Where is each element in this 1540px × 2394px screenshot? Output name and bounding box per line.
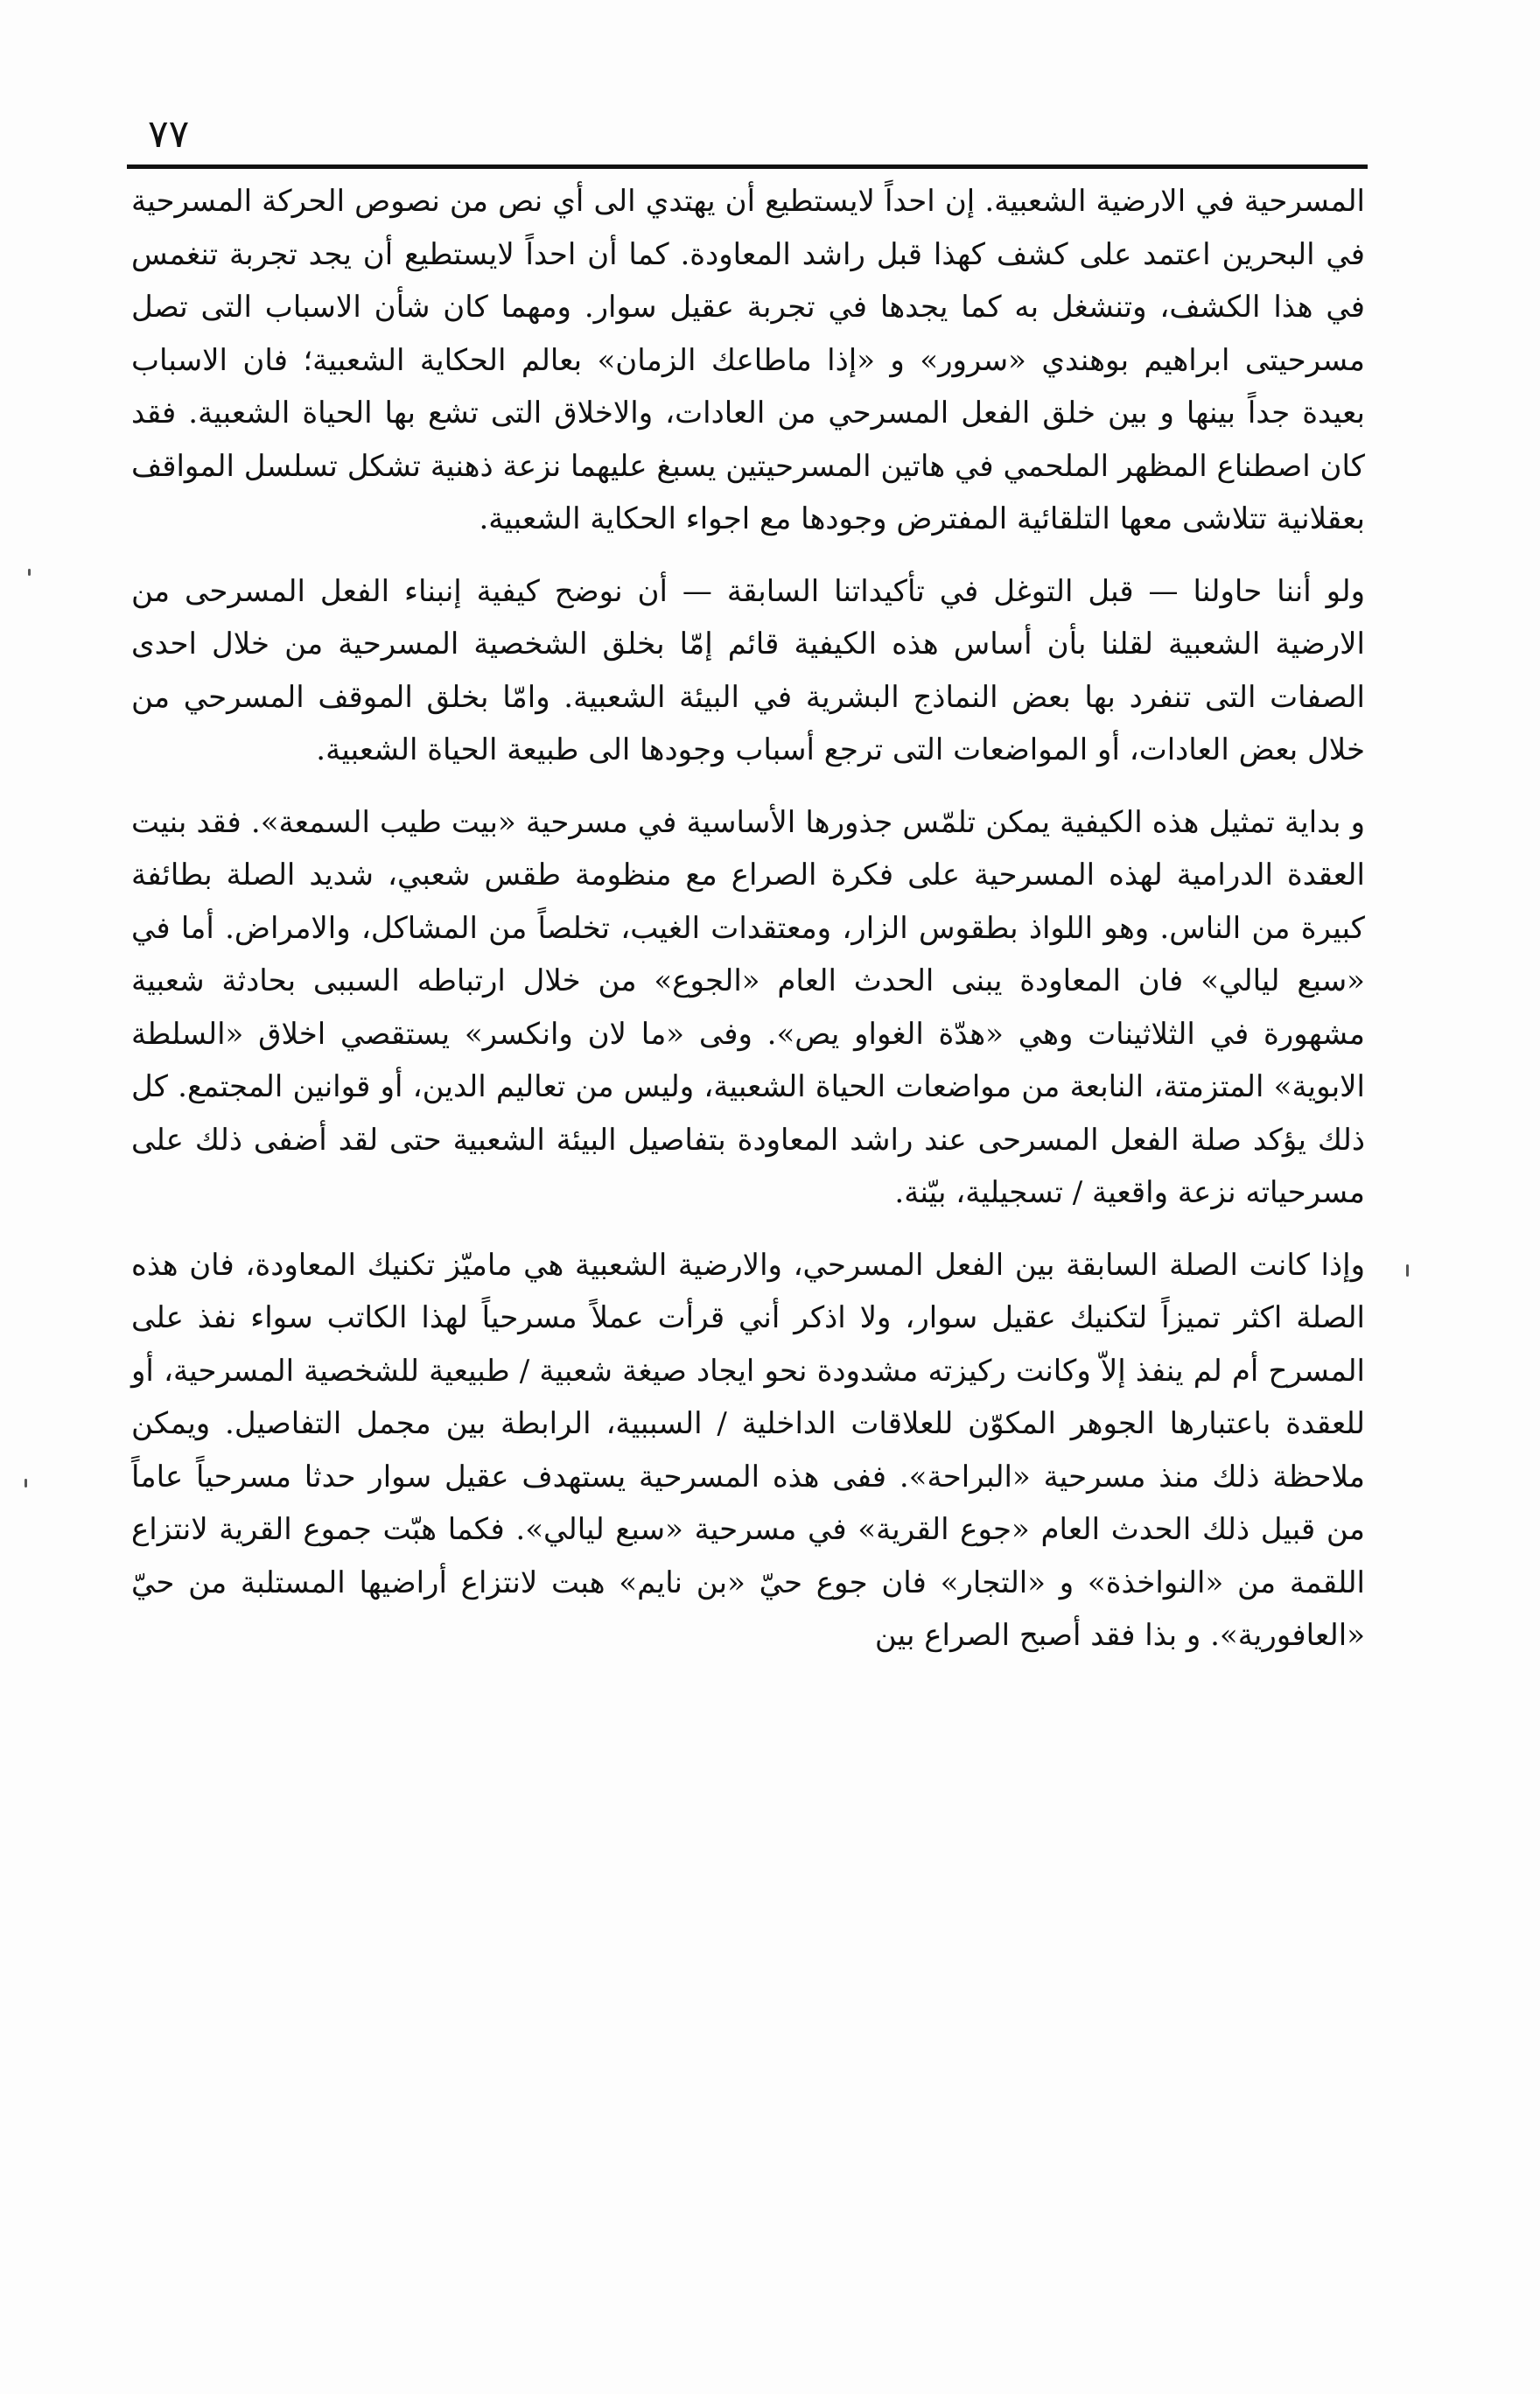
page-number: ٧٧ xyxy=(148,112,190,157)
paragraph-2: ولو أننا حاولنا — قبل التوغل في تأكيداتنا السابقة — أن نوضح كيفية إنبناء الفعل المسرحى من الارضية الشعبية لقلنا بأن أساس هذه الكيفية قائم إمّا بخلق الشخصية المسرحية من خلال احدى الصفات التى تنفرد بها بعض النماذج البشرية في البيئة الشعبية. وامّا بخلق الموقف المسرحي من خلال بعض العادات، أو المواضعات التى ترجع أسباب وجودها الى طبيعة الحياة الشعبية. xyxy=(131,573,1365,767)
scan-speck xyxy=(24,1479,27,1488)
paragraph-4: وإذا كانت الصلة السابقة بين الفعل المسرحي، والارضية الشعبية هي ماميّز تكنيك المعاودة، فان هذه الصلة اكثر تميزاً لتكنيك عقيل سوار، ولا اذكر أني قرأت عملاً مسرحياً لهذا الكاتب سواء نفذ على المسرح أم لم ينفذ إلاّ وكانت ركيزته مشدودة نحو ايجاد صيغة شعبية / طبيعية للشخصية المسرحية، أو للعقدة باعتبارها الجوهر المكوّن للعلاقات الداخلية / السببية، الرابطة بين مجمل التفاصيل. ويمكن ملاحظة ذلك منذ مسرحية «البراحة». ففى هذه المسرحية يستهدف عقيل سوار حدثا مسرحياً عاماً من قبيل ذلك الحدث العام «جوع القرية» في مسرحية «سبع ليالي». فكما هبّت جموع القرية لانتزاع اللقمة من «النواخذة» و «التجار» فان جوع حيّ «بن نايم» هبت لانتزاع أراضيها المستلبة من حيّ «العافورية». و بذا فقد أصبح الصراع بين xyxy=(131,1247,1365,1653)
page-header xyxy=(127,103,1368,173)
scan-speck xyxy=(28,569,31,576)
paragraph-3: و بداية تمثيل هذه الكيفية يمكن تلمّس جذورها الأساسية في مسرحية «بيت طيب السمعة». فقد بنيت العقدة الدرامية لهذه المسرحية على فكرة الصراع مع منظومة طقس شعبي، شديد الصلة بطائفة كبيرة من الناس. وهو اللواذ بطقوس الزار، ومعتقدات الغيب، تخلصاً من المشاكل، والامراض. أما في «سبع ليالي» فان المعاودة يبنى الحدث العام «الجوع» من خلال ارتباطه السببى بحادثة شعبية مشهورة في الثلاثينات وهي «هدّة الغواو يص». وفى «ما لان وانكسر» يستقصي اخلاق «السلطة الابوية» المتزمتة، النابعة من مواضعات الحياة الشعبية، وليس من تعاليم الدين، أو قوانين المجتمع. كل ذلك يؤكد صلة الفعل المسرحى عند راشد المعاودة بتفاصيل البيئة الشعبية حتى لقد أضفى ذلك على مسرحياته نزعة واقعية / تسجيلية، بيّنة. xyxy=(131,804,1365,1210)
body-text xyxy=(131,175,1365,1682)
scan-speck xyxy=(1406,1264,1409,1277)
header-rule xyxy=(127,164,1368,169)
paragraph-1: المسرحية في الارضية الشعبية. إن احداً لايستطيع أن يهتدي الى أي نص من نصوص الحركة المسرحية في البحرين اعتمد على كشف كهذا قبل راشد المعاودة. كما أن احداً لايستطيع أن يجد تجربة تنغمس في هذا الكشف، وتنشغل به كما يجدها في تجربة عقيل سوار. ومهما كان شأن الاسباب التى تصل مسرحيتى ابراهيم بوهندي «سرور» و «إذا ماطاعك الزمان» بعالم الحكاية الشعبية؛ فان الاسباب بعيدة جداً بينها و بين خلق الفعل المسرحي من العادات، والاخلاق التى تشع بها الحياة الشعبية. فقد كان اصطناع المظهر الملحمي في هاتين المسرحيتين يسبغ عليهما نزعة ذهنية تشكل تسلسل المواقف بعقلانية تتلاشى معها التلقائية المفترض وجودها مع اجواء الحكاية الشعبية. xyxy=(131,184,1365,536)
